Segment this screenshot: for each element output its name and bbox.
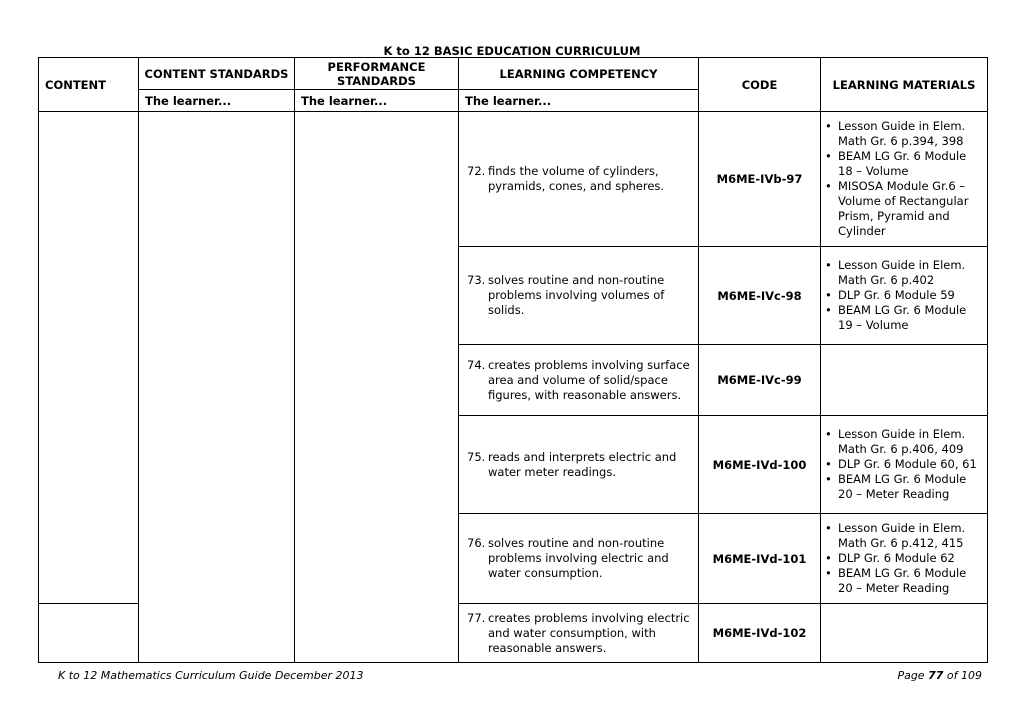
competency-text: creates problems involving electric and water consumption, with reasonable answers. [488,610,690,655]
competency-text: finds the volume of cylinders, pyramids, cones, and spheres. [488,164,665,193]
subheader-learner-3: The learner... [459,90,699,112]
competency-cell: 74. creates problems involving surface area and volume of solid/space figures, with reasonable answers. [459,345,699,416]
materials-list [821,258,987,333]
list-item: • Lesson Guide in Elem. Math Gr. 6 p.412, 415 [821,521,983,551]
list-item: • BEAM LG Gr. 6 Module 18 – Volume [821,149,983,179]
list-item: • DLP Gr. 6 Module 60, 61 [821,457,983,472]
competency-text: creates problems involving surface area and volume of solid/space figures, with reasonable answers. [488,357,690,402]
competency-cell: 76. solves routine and non-routine problems involving electric and water consumption. [459,514,699,604]
list-item: • DLP Gr. 6 Module 62 [821,551,983,566]
list-item: • Lesson Guide in Elem. Math Gr. 6 p.402 [821,258,983,288]
materials-list [821,427,987,502]
header-learning-materials: LEARNING MATERIALS [821,58,988,112]
footer-page-number: Page 77 of 109 [897,669,982,682]
header-performance-standards: PERFORMANCE STANDARDS [295,58,459,90]
code-cell: M6ME-IVd-102 [699,604,821,663]
competency-text: reads and interprets electric and water meter readings. [488,449,677,479]
materials-cell [821,247,988,345]
content-standards-cell [139,112,295,663]
code-cell: M6ME-IVd-101 [699,514,821,604]
current-page: 77 [928,669,944,682]
header-row [39,58,988,90]
content-cell [39,604,139,663]
materials-cell [821,604,988,663]
competency-cell: 75. reads and interprets electric and water meter readings. [459,416,699,514]
header-code: CODE [699,58,821,112]
materials-cell [821,345,988,416]
materials-cell [821,514,988,604]
footer-guide-title: K to 12 Mathematics Curriculum Guide December 2013 [58,669,364,682]
code-cell: M6ME-IVd-100 [699,416,821,514]
competency-cell: 77. creates problems involving electric and water consumption, with reasonable answers. [459,604,699,663]
subheader-learner-2: The learner... [295,90,459,112]
materials-cell [821,112,988,247]
competency-text: solves routine and non-routine problems involving volumes of solids. [488,273,665,317]
list-item: • BEAM LG Gr. 6 Module 19 – Volume [821,303,983,333]
competency-cell: 72. finds the volume of cylinders, pyramids, cones, and spheres. [459,112,699,247]
competency-cell: 73. solves routine and non-routine problems involving volumes of solids. [459,247,699,345]
subheader-learner-1: The learner... [139,90,295,112]
list-item: • Lesson Guide in Elem. Math Gr. 6 p.406, 409 [821,427,983,457]
materials-cell [821,416,988,514]
list-item: • Lesson Guide in Elem. Math Gr. 6 p.394, 398 [821,119,983,149]
content-cell [39,112,139,604]
competency-text: solves routine and non-routine problems involving electric and water consumption. [488,536,669,580]
code-cell: M6ME-IVb-97 [699,112,821,247]
materials-list [821,119,987,239]
header-content: CONTENT [39,58,139,112]
performance-standards-cell [295,112,459,663]
header-content-standards: CONTENT STANDARDS [139,58,295,90]
list-item: • DLP Gr. 6 Module 59 [821,288,983,303]
table-row [39,112,988,247]
document-title: K to 12 BASIC EDUCATION CURRICULUM [383,44,641,58]
header-learning-competency: LEARNING COMPETENCY [459,58,699,90]
materials-list [821,521,987,596]
code-cell: M6ME-IVc-99 [699,345,821,416]
curriculum-table [38,57,988,663]
list-item: • BEAM LG Gr. 6 Module 20 – Meter Reading [821,472,983,502]
code-cell: M6ME-IVc-98 [699,247,821,345]
list-item: • BEAM LG Gr. 6 Module 20 – Meter Reading [821,566,983,596]
list-item: • MISOSA Module Gr.6 – Volume of Rectangular Prism, Pyramid and Cylinder [821,179,983,239]
